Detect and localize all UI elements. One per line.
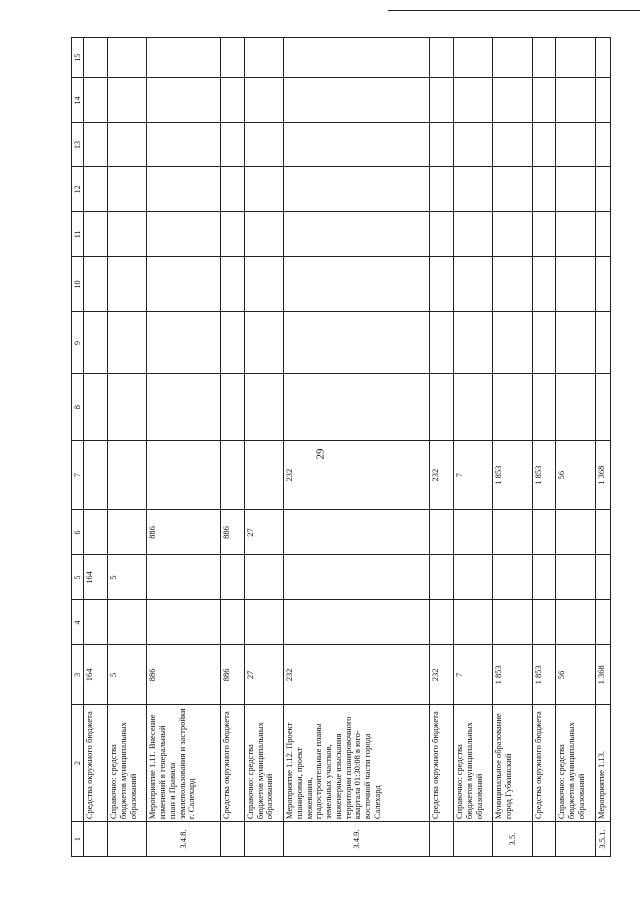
empty-cell-col13 [430,123,454,167]
value-cell-col5 [595,555,610,600]
column-header: 14 [72,78,84,123]
value-cell-col6 [556,510,595,555]
empty-cell-col11 [595,212,610,257]
empty-cell-col8 [147,374,221,440]
value-cell-col5 [532,555,556,600]
empty-cell-col12 [595,167,610,212]
value-cell-col4 [244,600,283,645]
value-cell-col5: 5 [107,555,146,600]
column-header: 11 [72,212,84,257]
empty-cell-col13 [147,123,221,167]
value-cell-col5 [244,555,283,600]
table-row [220,38,244,857]
empty-cell-col14 [493,78,532,123]
empty-cell-col9 [454,312,493,374]
value-cell-col5 [454,555,493,600]
row-name-cell: Справочно: средства бюджетов муниципальных образований [107,705,146,822]
empty-cell-col8 [556,374,595,440]
value-cell-col7: 1 853 [532,440,556,510]
table-body [84,38,611,857]
empty-cell-col14 [107,78,146,123]
empty-cell-col9 [493,312,532,374]
empty-cell-col14 [244,78,283,123]
table-row [107,38,146,857]
empty-cell-col15 [284,38,430,79]
empty-cell-col15 [147,38,221,79]
value-cell-col3: 1 853 [493,645,532,705]
table-row [454,38,493,857]
empty-cell-col9 [244,312,283,374]
empty-cell-col15 [220,38,244,79]
rotated-table-container [71,37,611,857]
column-header: 9 [72,312,84,374]
empty-cell-col14 [220,78,244,123]
empty-cell-col8 [532,374,556,440]
empty-cell-col11 [284,212,430,257]
value-cell-col5 [493,555,532,600]
empty-cell-col11 [556,212,595,257]
empty-cell-col13 [244,123,283,167]
empty-cell-col8 [430,374,454,440]
empty-cell-col11 [107,212,146,257]
value-cell-col7 [244,440,283,510]
budget-table [71,37,611,857]
table-row [430,38,454,857]
value-cell-col3: 1 368 [595,645,610,705]
empty-cell-col14 [556,78,595,123]
empty-cell-col11 [454,212,493,257]
empty-cell-col8 [493,374,532,440]
empty-cell-col9 [430,312,454,374]
row-name-cell: Муниципальное образование город Губкинский [493,705,532,822]
value-cell-col7: 56 [556,440,595,510]
empty-cell-col12 [244,167,283,212]
empty-cell-col11 [244,212,283,257]
empty-cell-col15 [84,38,108,79]
value-cell-col3: 56 [556,645,595,705]
empty-cell-col13 [532,123,556,167]
empty-cell-col10 [107,257,146,312]
empty-cell-col10 [493,257,532,312]
empty-cell-col12 [556,167,595,212]
empty-cell-col14 [284,78,430,123]
empty-cell-col10 [284,257,430,312]
value-cell-col4 [493,600,532,645]
empty-cell-col10 [220,257,244,312]
empty-cell-col15 [107,38,146,79]
value-cell-col6 [454,510,493,555]
header-row [72,38,84,857]
row-code-cell [220,822,244,857]
value-cell-col6 [493,510,532,555]
value-cell-col4 [107,600,146,645]
row-code-cell [532,822,556,857]
column-header: 15 [72,38,84,79]
value-cell-col6 [532,510,556,555]
value-cell-col6: 886 [147,510,221,555]
column-header: 10 [72,257,84,312]
empty-cell-col12 [107,167,146,212]
column-header: 8 [72,374,84,440]
column-header: 4 [72,600,84,645]
row-name-cell: Мероприятие 1.11. Внесение изменений в генеральный план и Правила землепользования и застройки г. Салехард [147,705,221,822]
empty-cell-col15 [556,38,595,79]
empty-cell-col12 [220,167,244,212]
table-row [532,38,556,857]
value-cell-col6 [430,510,454,555]
column-header: 6 [72,510,84,555]
table-row [493,38,532,857]
value-cell-col7 [84,440,108,510]
empty-cell-col14 [84,78,108,123]
row-code-cell: 3.5.1. [595,822,610,857]
empty-cell-col13 [220,123,244,167]
empty-cell-col8 [84,374,108,440]
row-code-cell: 3.4.9. [284,822,430,857]
empty-cell-col10 [147,257,221,312]
row-name-cell: Мероприятие 1.12. Проект планировки, проект межевания, градостроительные планы земельных участков, инженерные изыскания территории планировочного квартала 01:30:08 в юго-восточной части города Салехард [284,705,430,822]
row-code-cell [454,822,493,857]
empty-cell-col9 [556,312,595,374]
empty-cell-col9 [532,312,556,374]
value-cell-col4 [532,600,556,645]
top-rule [388,10,640,11]
column-header: 12 [72,167,84,212]
value-cell-col4 [556,600,595,645]
empty-cell-col10 [84,257,108,312]
value-cell-col3: 886 [220,645,244,705]
table-row [84,38,108,857]
empty-cell-col8 [220,374,244,440]
value-cell-col7: 1 368 [595,440,610,510]
empty-cell-col12 [147,167,221,212]
row-code-cell: 3.5. [493,822,532,857]
value-cell-col4 [595,600,610,645]
empty-cell-col15 [532,38,556,79]
empty-cell-col8 [284,374,430,440]
column-header: 13 [72,123,84,167]
row-name-cell: Справочно: средства бюджетов муниципальных образований [244,705,283,822]
value-cell-col4 [147,600,221,645]
value-cell-col4 [284,600,430,645]
value-cell-col7 [147,440,221,510]
table-row [595,38,610,857]
empty-cell-col9 [84,312,108,374]
value-cell-col6 [107,510,146,555]
row-name-cell: Средства окружного бюджета [220,705,244,822]
empty-cell-col9 [595,312,610,374]
row-code-cell [244,822,283,857]
empty-cell-col12 [84,167,108,212]
column-header: 2 [72,705,84,822]
empty-cell-col11 [493,212,532,257]
value-cell-col5 [147,555,221,600]
value-cell-col3: 886 [147,645,221,705]
value-cell-col3: 7 [454,645,493,705]
empty-cell-col14 [595,78,610,123]
value-cell-col4 [220,600,244,645]
value-cell-col5: 164 [84,555,108,600]
empty-cell-col9 [107,312,146,374]
empty-cell-col11 [430,212,454,257]
row-name-cell: Средства окружного бюджета [430,705,454,822]
value-cell-col3: 232 [430,645,454,705]
empty-cell-col12 [454,167,493,212]
empty-cell-col15 [493,38,532,79]
value-cell-col5 [220,555,244,600]
empty-cell-col11 [532,212,556,257]
value-cell-col6 [595,510,610,555]
empty-cell-col8 [244,374,283,440]
empty-cell-col10 [430,257,454,312]
column-header: 5 [72,555,84,600]
empty-cell-col8 [454,374,493,440]
value-cell-col3: 5 [107,645,146,705]
empty-cell-col9 [220,312,244,374]
empty-cell-col12 [430,167,454,212]
column-header: 1 [72,822,84,857]
empty-cell-col10 [595,257,610,312]
empty-cell-col13 [107,123,146,167]
value-cell-col7: 232 [284,440,430,510]
value-cell-col7: 232 [430,440,454,510]
row-code-cell: 3.4.8. [147,822,221,857]
empty-cell-col14 [454,78,493,123]
row-name-cell: Справочно: средства бюджетов муниципальных образований [556,705,595,822]
empty-cell-col14 [532,78,556,123]
empty-cell-col10 [556,257,595,312]
empty-cell-col13 [556,123,595,167]
value-cell-col6 [84,510,108,555]
empty-cell-col11 [84,212,108,257]
value-cell-col3: 232 [284,645,430,705]
empty-cell-col9 [147,312,221,374]
row-code-cell [556,822,595,857]
empty-cell-col10 [454,257,493,312]
value-cell-col3: 164 [84,645,108,705]
empty-cell-col12 [532,167,556,212]
empty-cell-col8 [107,374,146,440]
table-row [147,38,221,857]
empty-cell-col13 [493,123,532,167]
value-cell-col7: 7 [454,440,493,510]
empty-cell-col15 [244,38,283,79]
column-header: 7 [72,440,84,510]
empty-cell-col12 [493,167,532,212]
value-cell-col4 [430,600,454,645]
empty-cell-col13 [454,123,493,167]
value-cell-col5 [284,555,430,600]
empty-cell-col13 [595,123,610,167]
empty-cell-col8 [595,374,610,440]
value-cell-col4 [454,600,493,645]
row-code-cell [107,822,146,857]
empty-cell-col15 [595,38,610,79]
table-row [556,38,595,857]
empty-cell-col13 [284,123,430,167]
empty-cell-col14 [147,78,221,123]
value-cell-col3: 1 853 [532,645,556,705]
value-cell-col6 [284,510,430,555]
page-number-text: 29 [314,448,326,460]
value-cell-col5 [556,555,595,600]
empty-cell-col15 [454,38,493,79]
value-cell-col5 [430,555,454,600]
empty-cell-col10 [244,257,283,312]
row-name-cell: Мероприятие 1.13. [595,705,610,822]
value-cell-col6: 886 [220,510,244,555]
value-cell-col4 [84,600,108,645]
empty-cell-col10 [532,257,556,312]
table-row [244,38,283,857]
empty-cell-col9 [284,312,430,374]
empty-cell-col11 [220,212,244,257]
row-name-cell: Средства окружного бюджета [532,705,556,822]
empty-cell-col15 [430,38,454,79]
value-cell-col7: 1 853 [493,440,532,510]
value-cell-col6: 27 [244,510,283,555]
row-name-cell: Средства окружного бюджета [84,705,108,822]
empty-cell-col12 [284,167,430,212]
value-cell-col7 [107,440,146,510]
row-code-cell [430,822,454,857]
value-cell-col7 [220,440,244,510]
row-code-cell [84,822,108,857]
table-row [284,38,430,857]
empty-cell-col11 [147,212,221,257]
empty-cell-col13 [84,123,108,167]
value-cell-col3: 27 [244,645,283,705]
row-name-cell: Справочно: средства бюджетов муниципальных образований [454,705,493,822]
empty-cell-col14 [430,78,454,123]
column-header: 3 [72,645,84,705]
